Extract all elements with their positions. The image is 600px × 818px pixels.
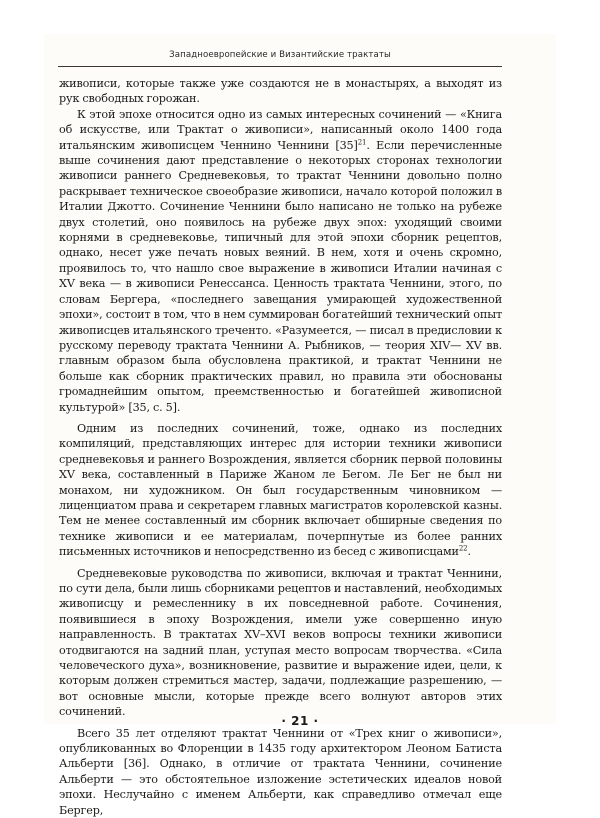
paragraph-alberti: Всего 35 лет отделяют трактат Ченнини от «Трех книг о живописи», опубликованных во Флоренции в 1435 году архитектором Леоном Батиста Альберти [36]. Однако, в отличие от трактата Ченнини, сочинение Альберти — это обстоятельное изложение эстетических идеалов новой эпохи. Неслучайно с именем Альберти, как справедливо отмечал еще Бергер, [59,726,502,817]
footnote-marker-22: 22 [458,544,468,553]
header-rule [58,66,502,67]
paragraph-continuation: живописи, которые также уже создаются не в монастырях, а выходят из рук свободных горожан. [59,77,502,106]
running-head: Западноевропейские и Византийские трактаты [169,50,391,60]
paragraph-cennini [59,107,502,415]
paragraph-le-beg [59,421,502,560]
paragraph-cennini-text-start: К этой эпохе относится одно из самых интересных сочинений — «Книга об искусстве, или Трактат о живописи», написанный около 1400 года итальянским живописцем Ченнино Ченнини [35] [59,107,502,152]
body-text [59,76,502,818]
footnote-marker-21: 21 [357,137,367,146]
paragraph-renaissance: Средневековые руководства по живописи, включая и трактат Ченнини, по сути дела, были лишь сборниками рецептов и наставлений, необходимых живописцу и ремесленнику в их повседневной работе. Сочинения, появившиеся в эпоху Возрождения, имели уже совершенно иную направленность. В трактатах XV–XVI веков вопросы техники живописи отодвигаются на задний план, уступая место вопросам творчества. «Сила человеческого духа», возникновение, развитие и выражение идеи, цели, к которым должен стремиться мастер, задачи, подлежащие разрешению, — вот основные мысли, которые прежде всего волнуют авторов этих сочинений. [59,566,503,719]
page-number: · 21 · [281,714,319,728]
paragraph-cennini-text-end: . Если перечисленные выше сочинения дают представление о некоторых сторонах технологии живописи раннего Средневековья, то трактат Ченнини довольно полно раскрывает техническое своеобразие живописи, начало которой положил в Италии Джотто. Сочинение Ченнини было написано не только на рубеже двух столетий, оно появилось на рубеже двух эпох: уходящий своими корнями в средневековье, типичный для этой эпохи сборник рецептов, однако, несет уже печать новых веяний. В нем, хотя и очень скромно, проявилось то, что нашло свое выражение в живописи Италии начиная с XV века — в живописи Ренессанса. Ценность трактата Ченнини, этого, по словам Бергера, «последнего завещания умирающей художественной эпохи», состоит в том, что в нем суммирован богатейший технический опыт живописцев итальянского треченто. «Разумеется, — писал в предисловии к русскому переводу трактата Ченнини А. Рыбников, — теория XIV— XV вв. главным образом была обусловлена практикой, и трактат Ченнини не больше как сборник практических правил, но правила эти обоснованы громаднейшим опытом, преемственностью и богатейшей живописной культурой» [35, с. 5]. [59,138,502,414]
paragraph-le-beg-text-end: . [467,545,471,559]
paragraph-le-beg-text-start: Одним из последних сочинений, тоже, однако из последних компиляций, представляющих интерес для истории техники живописи средневековья и раннего Возрождения, является сборник первой половины XV века, составленный в Париже Жаном ле Бегом. Ле Бег не был ни монахом, ни художником. Он был государственным чиновником — лиценциатом права и секретарем главных магистратов королевской казны. Тем не менее составленный им сборник включает обширные сведения по технике живописи и ее материалам, почерпнутые из более ранних письменных источников и непосредственно из бесед с живописцами [59,421,502,559]
